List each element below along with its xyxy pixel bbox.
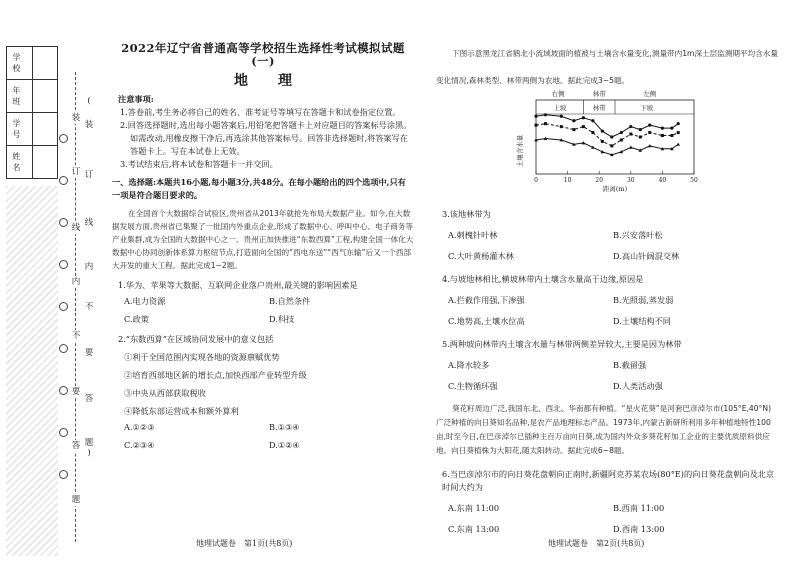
binding-hole-icon bbox=[59, 260, 68, 269]
answer-options bbox=[124, 421, 414, 452]
data-point bbox=[620, 131, 623, 134]
binding-mark: 不 bbox=[84, 302, 94, 312]
binding-hatch-pattern bbox=[6, 186, 58, 556]
data-point bbox=[535, 124, 538, 127]
data-point bbox=[572, 119, 575, 122]
data-point bbox=[534, 115, 537, 118]
seal-char: 不 bbox=[71, 331, 81, 341]
binding-mark: 内 bbox=[84, 262, 94, 272]
data-point bbox=[591, 131, 594, 134]
data-point bbox=[648, 131, 651, 134]
answer-option[interactable]: A.①②③ bbox=[124, 422, 155, 432]
answer-option[interactable]: A.降水较多 bbox=[448, 360, 490, 370]
seal-char: 要 bbox=[71, 387, 81, 397]
data-point bbox=[601, 129, 604, 132]
info-field-school[interactable] bbox=[32, 47, 57, 80]
answer-options bbox=[448, 229, 778, 263]
seal-char: 题 bbox=[71, 495, 81, 505]
page-1 bbox=[112, 42, 414, 452]
chart-zone-label: 林带 bbox=[592, 104, 606, 112]
binding-mark: 题 bbox=[84, 438, 94, 448]
x-tick-label: 50 bbox=[690, 177, 698, 184]
binding-mark: ( bbox=[87, 96, 91, 106]
note-item: 1.答卷前,考生务必将自己的姓名、准考证号等填写在答题卡和试卷指定位置。 bbox=[120, 107, 401, 117]
soil-moisture-chart bbox=[498, 84, 708, 194]
data-point bbox=[661, 127, 664, 130]
binding-mark: 装 bbox=[84, 120, 94, 130]
seal-char: 订 bbox=[71, 167, 81, 177]
info-field-class[interactable] bbox=[32, 80, 57, 113]
page-2-footer: 地理试题卷 第2页(共8页) bbox=[548, 539, 645, 548]
answer-option[interactable]: A.拦截作用强,下渗强 bbox=[448, 295, 525, 305]
binding-hole-icon bbox=[59, 302, 68, 311]
data-point bbox=[629, 133, 632, 136]
binding-mark: 答 bbox=[84, 394, 94, 404]
binding-hole-icon bbox=[59, 428, 68, 437]
answer-option[interactable]: C.生物循环强 bbox=[448, 381, 498, 391]
data-point bbox=[639, 136, 642, 139]
answer-option[interactable]: C.地势高,土壤水位高 bbox=[448, 316, 525, 326]
binding-dashed-line bbox=[75, 72, 76, 542]
data-point bbox=[610, 144, 613, 147]
binding-hole-icon bbox=[59, 386, 68, 395]
question-stem: 2.“东数西算”在区域协同发展中的意义包括 bbox=[118, 334, 274, 344]
data-point bbox=[560, 115, 563, 118]
answer-option[interactable]: D.土壤结构不同 bbox=[613, 316, 671, 326]
answer-options bbox=[448, 359, 778, 393]
statement-item: ③中央从西部获取税收 bbox=[124, 388, 206, 398]
info-field-name[interactable] bbox=[32, 146, 57, 179]
x-tick-label: 20 bbox=[595, 177, 604, 184]
series-line bbox=[536, 139, 678, 155]
answer-option[interactable]: A.刺槐针叶林 bbox=[448, 230, 498, 240]
chart-zone-label: 上坡 bbox=[553, 104, 567, 112]
data-point bbox=[620, 138, 623, 141]
binding-mark: ) bbox=[87, 448, 91, 458]
note-item: 3.考试结束后,将本试卷和答题卡一并交回。 bbox=[120, 159, 278, 169]
statement-item: ④降低东部运营成本和额外算利 bbox=[124, 406, 239, 416]
answer-options bbox=[448, 294, 778, 328]
y-axis-label: 土壤含水量 bbox=[516, 134, 524, 168]
x-tick-label: 10 bbox=[563, 177, 572, 184]
data-point bbox=[670, 127, 673, 130]
section-heading: 一、选择题:本题共16小题,每小题3分,共48分。在每小题给出的四个选项中,只有一项是符合题目要求的。 bbox=[112, 177, 406, 200]
answer-option[interactable]: B.西南 11:00 bbox=[613, 503, 665, 513]
question-stem: 6.当巴彦淖尔市的向日葵花盘朝向正南时,新疆阿克苏某农场(80°E)的向日葵花盘朝向及北京时间大约为 bbox=[442, 469, 775, 492]
question-stem: 3.该地林带为 bbox=[442, 209, 491, 219]
seal-char: 答 bbox=[71, 441, 81, 451]
answer-options bbox=[124, 295, 414, 326]
binding-hole-icon bbox=[59, 344, 68, 353]
x-tick-label: 0 bbox=[534, 177, 538, 184]
passage-text: 葵花籽周边广泛,我国东北、西北、华南都有种植。“星火花葵”是河套巴彦淖尔市(105°E,40°N)广泛种植的向日葵知名品种,是农产品地理标志产品。1973年,内蒙古新研所利用多年种植地特性100亩,时至今日,在巴彦淖尔已插种主百万亩向日葵,成为国内外众多葵花籽加工企业的主要优质原料供应地。向日葵植株为大阳花,随太阳转动。据此完成6~8题。 bbox=[436, 404, 772, 455]
data-point bbox=[582, 116, 585, 119]
binding-hole-icon bbox=[59, 470, 68, 479]
page-1-footer: 地理试题卷 第1页(共8页) bbox=[196, 539, 293, 548]
info-label-name: 姓 名 bbox=[7, 146, 33, 179]
answer-option[interactable]: C.政策 bbox=[124, 314, 149, 324]
answer-option[interactable]: D.西南 13:00 bbox=[613, 524, 665, 534]
statement-item: ①利于全国范围内实现各地的资源禀赋优势 bbox=[124, 352, 280, 362]
answer-option[interactable]: B.兴安落叶松 bbox=[613, 230, 663, 240]
data-point bbox=[582, 125, 585, 128]
answer-option[interactable]: B.截留强 bbox=[613, 360, 647, 370]
note-item: 2.回答选择题时,选出每小题答案后,用铅笔把答题卡上对应题目的答案标号涂黑。如需改动,用橡皮擦干净后,再选涂其他答案标号。回答非选择题时,将答案写在答题卡上。写在本试卷上无效。 bbox=[120, 120, 412, 156]
x-tick-label: 40 bbox=[658, 177, 667, 184]
answer-option[interactable]: A.电力资源 bbox=[124, 296, 166, 306]
data-point bbox=[661, 134, 664, 137]
answer-option[interactable]: D.①②④ bbox=[269, 440, 300, 450]
answer-option[interactable]: A.东南 11:00 bbox=[448, 503, 500, 513]
data-point bbox=[610, 135, 613, 138]
info-field-number[interactable] bbox=[32, 113, 57, 146]
data-point bbox=[670, 134, 673, 137]
data-point bbox=[544, 122, 547, 125]
page-2-questions bbox=[436, 198, 778, 536]
binding-hole-icon bbox=[59, 176, 68, 185]
question-stem: 4.与坡地林相比,横坡林带内土壤含水量高于边缘,原因是 bbox=[442, 274, 644, 284]
data-point bbox=[677, 131, 680, 134]
answer-option[interactable]: D.科技 bbox=[269, 314, 295, 324]
question-stem: 5.两种坡向林带内土壤含水量与林带两侧差异较大,主要是因为林带 bbox=[442, 339, 682, 349]
statement-item: ②培育西部地区新的增长点,加快西部产业转型升级 bbox=[124, 370, 307, 380]
data-point bbox=[629, 125, 632, 128]
answer-option[interactable]: C.②③④ bbox=[124, 440, 155, 450]
info-label-school: 学 校 bbox=[7, 47, 33, 80]
answer-option[interactable]: C.东南 13:00 bbox=[448, 524, 500, 534]
binding-hole-icon bbox=[59, 134, 68, 143]
chart-zone-label: 下坡 bbox=[640, 104, 654, 112]
seal-char: 装 bbox=[71, 113, 81, 123]
info-label-class: 年 班 bbox=[7, 80, 33, 113]
data-point bbox=[572, 128, 575, 131]
data-point bbox=[560, 125, 563, 128]
answer-option[interactable]: D.高山针阔混交林 bbox=[613, 251, 680, 261]
x-tick-label: 30 bbox=[626, 177, 635, 184]
data-point bbox=[648, 124, 651, 127]
passage-text: 在全国首个大数据综合试验区,贵州省从2013年就抢先布局大数据产业。如今,在大数据发展方面,贵州省已集聚了一批国内外重点企业,形成了数据中心、呼叫中心、电子商务等产业集群,成为全国的大数据中心之一。贵州正加快推进“东数西算”工程,构建全国一体化大数据中心协同创新体系算力枢纽节点,打造面向全国的“西电东送”“西气东输”后又一个西部大开发的重大工程。据此完成1~2题。 bbox=[112, 209, 414, 270]
answer-option[interactable]: D.人类活动强 bbox=[613, 381, 663, 391]
answer-option[interactable]: B.光照弱,蒸发弱 bbox=[613, 295, 674, 305]
answer-options bbox=[448, 502, 778, 536]
data-point bbox=[601, 140, 604, 143]
data-point bbox=[544, 113, 547, 116]
data-point bbox=[639, 128, 642, 131]
data-point bbox=[676, 143, 680, 146]
data-point bbox=[677, 122, 680, 125]
binding-mark: 订 bbox=[84, 170, 94, 180]
x-axis-label: 距离(m) bbox=[602, 185, 628, 193]
exam-title: 2022年辽宁省普通高等学校招生选择性考试模拟试题(一) bbox=[121, 41, 405, 68]
chart-intro: 下图示意黑龙江省鹤北小流域坡面的植被与土壤含水量变化,测量带内1m深土层监测期平均含水量变化情况,森林类型、林带两侧为农地。据此完成3~5题。 bbox=[436, 49, 778, 85]
exam-subject: 地理 bbox=[234, 73, 322, 89]
binding-mark: 线 bbox=[84, 218, 94, 228]
seal-char: 线 bbox=[71, 223, 81, 233]
binding-mark: 要 bbox=[84, 348, 94, 358]
info-label-number: 学 号 bbox=[7, 113, 33, 146]
binding-hole-icon bbox=[59, 218, 68, 227]
seal-char: 内 bbox=[71, 277, 81, 287]
answer-option[interactable]: C.大叶黄杨灌木林 bbox=[448, 251, 514, 261]
chart-top-label: 左侧 bbox=[643, 90, 657, 98]
notes-heading: 注意事项: bbox=[118, 94, 154, 104]
student-info-table bbox=[6, 46, 58, 179]
data-point bbox=[591, 119, 594, 122]
question-stem: 1.华为、苹果等大数据、互联网企业落户贵州,最关键的影响因素是 bbox=[118, 280, 358, 290]
chart-top-label: 林带 bbox=[592, 90, 606, 98]
data-point bbox=[629, 146, 633, 149]
answer-option[interactable]: B.自然条件 bbox=[269, 296, 311, 306]
chart-top-label: 右侧 bbox=[551, 90, 565, 98]
answer-option[interactable]: B.①③④ bbox=[269, 422, 300, 432]
